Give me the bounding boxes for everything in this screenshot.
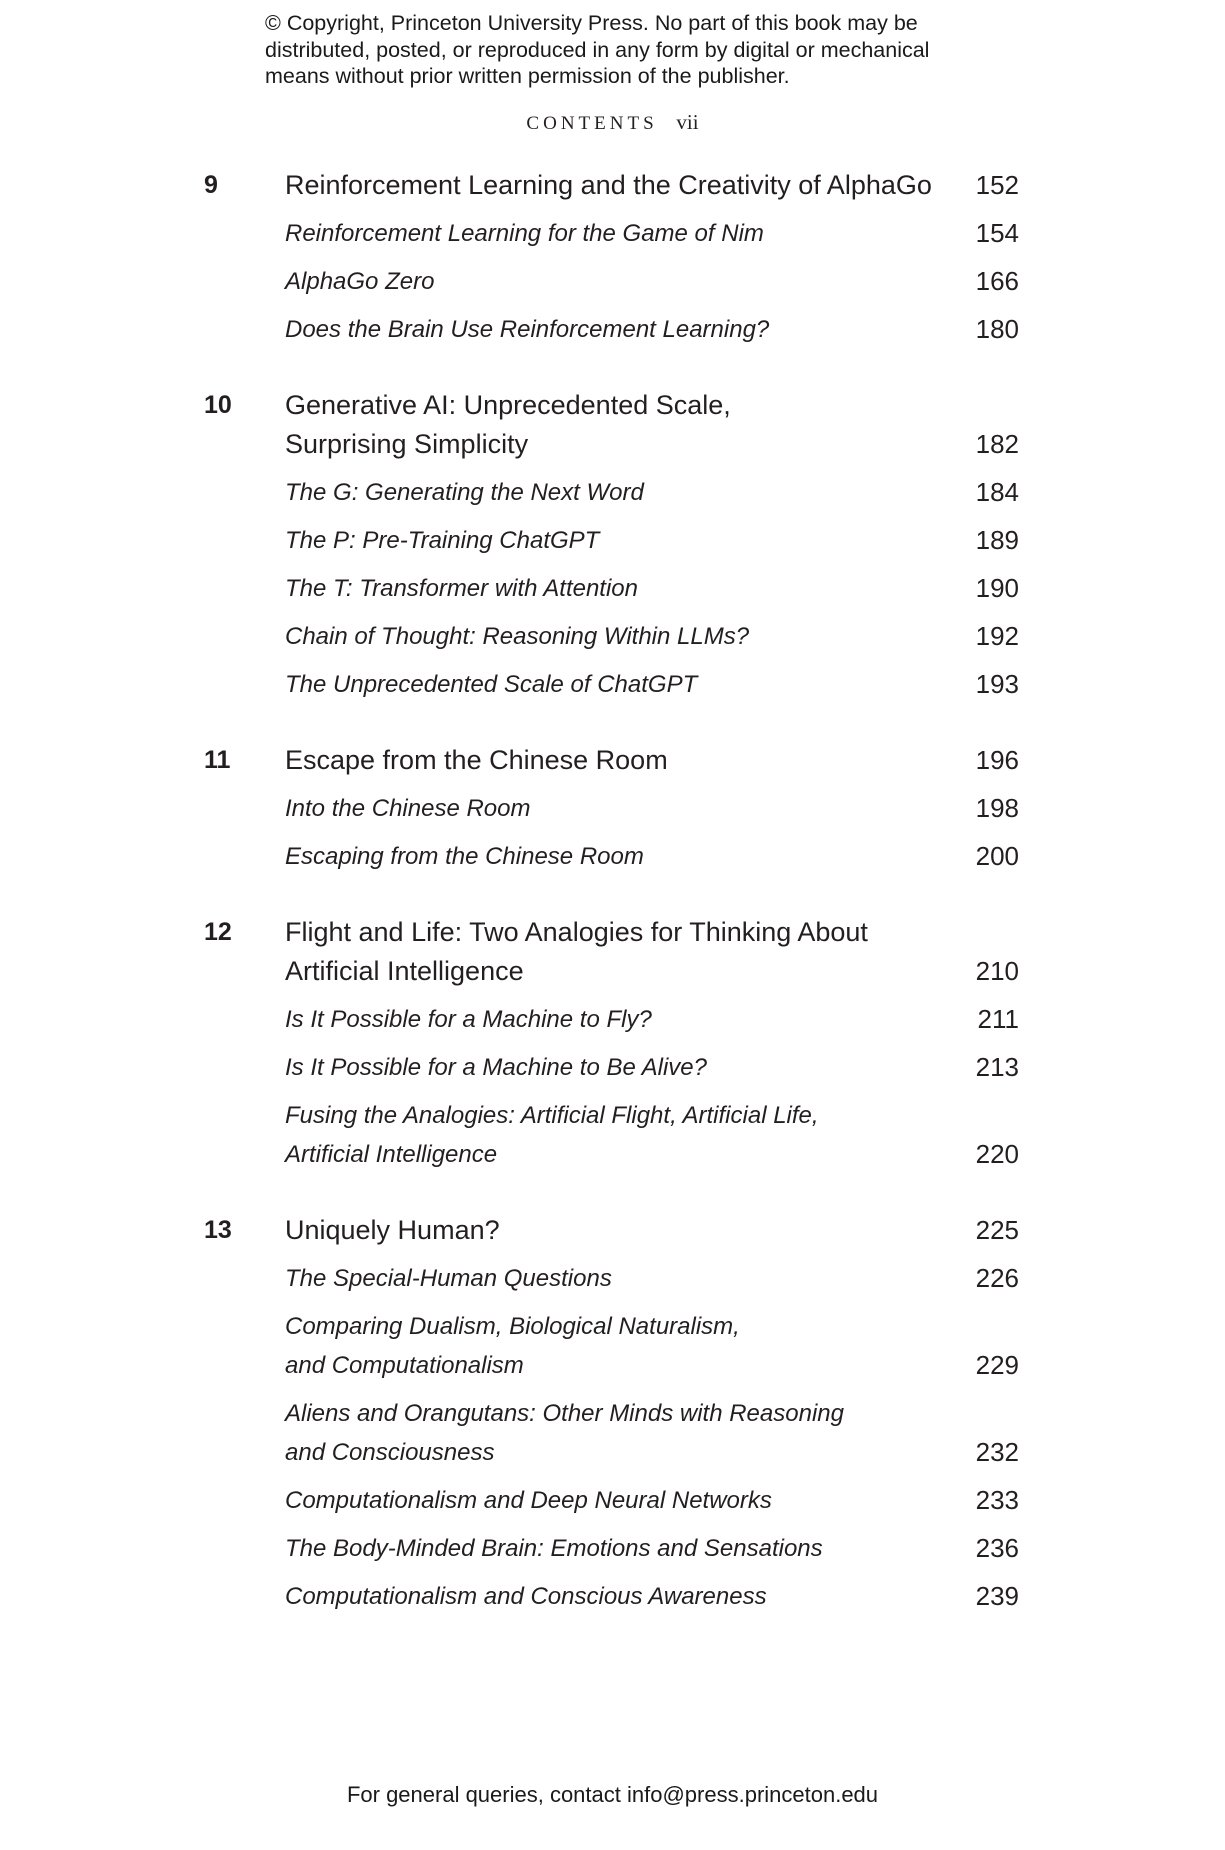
section-title: and Consciousness [285, 1439, 495, 1466]
chapter-number: 12 [204, 918, 232, 946]
section-page-number: 193 [975, 669, 1019, 699]
chapter-title: Uniquely Human? [285, 1215, 500, 1245]
chapter-page-number: 225 [975, 1215, 1019, 1245]
chapter-title: Flight and Life: Two Analogies for Thinking About [285, 917, 868, 947]
section-page-number: 192 [975, 621, 1019, 651]
section-title: Does the Brain Use Reinforcement Learning? [285, 316, 770, 343]
section-title: AlphaGo Zero [285, 268, 435, 295]
section-title: Computationalism and Deep Neural Networks [285, 1487, 772, 1514]
section-title: Aliens and Orangutans: Other Minds with Reasoning [285, 1400, 844, 1427]
chapter-title: Surprising Simplicity [285, 429, 529, 459]
chapter-page-number: 152 [975, 170, 1019, 200]
section-title: Fusing the Analogies: Artificial Flight, Artificial Life, [285, 1102, 819, 1129]
chapter-number: 13 [204, 1216, 232, 1244]
section-page-number: 229 [975, 1350, 1019, 1380]
section-page-number: 220 [975, 1139, 1019, 1169]
section-title: Into the Chinese Room [285, 795, 531, 822]
section-page-number: 213 [975, 1052, 1019, 1082]
copyright-notice: © Copyright, Princeton University Press. No part of this book may be distributed, posted, or reproduced in any form by digital or mechanical means without prior written permission of the publisher. [265, 11, 930, 88]
section-page-number: 166 [975, 266, 1019, 296]
chapter-number: 9 [204, 171, 218, 199]
section-title: The T: Transformer with Attention [285, 575, 639, 602]
chapter-title: Artificial Intelligence [285, 956, 524, 986]
section-page-number: 226 [975, 1263, 1019, 1293]
section-page-number: 180 [975, 314, 1019, 344]
chapter-page-number: 210 [975, 956, 1019, 986]
section-title: Is It Possible for a Machine to Be Alive? [285, 1054, 707, 1081]
section-title: and Computationalism [285, 1352, 524, 1379]
section-page-number: 232 [975, 1437, 1019, 1467]
running-head-label: CONTENTS [526, 113, 658, 134]
chapter-number: 11 [204, 746, 231, 774]
chapter-title: Escape from the Chinese Room [285, 745, 668, 775]
section-title: The Body-Minded Brain: Emotions and Sensations [285, 1535, 823, 1562]
section-title: The P: Pre-Training ChatGPT [285, 527, 600, 554]
section-page-number: 198 [975, 793, 1019, 823]
chapter-title: Generative AI: Unprecedented Scale, [285, 390, 731, 420]
section-title: The G: Generating the Next Word [285, 479, 644, 506]
section-title: Artificial Intelligence [285, 1141, 498, 1168]
running-head [0, 110, 1225, 135]
section-page-number: 184 [975, 477, 1019, 507]
section-page-number: 154 [975, 218, 1019, 248]
section-title: Reinforcement Learning for the Game of Nim [285, 220, 764, 247]
section-page-number: 200 [975, 841, 1019, 871]
chapter-title: Reinforcement Learning and the Creativity of AlphaGo [285, 170, 932, 200]
section-title: Escaping from the Chinese Room [285, 843, 644, 870]
section-page-number: 189 [975, 525, 1019, 555]
page-folio: vii [676, 110, 699, 134]
chapter-page-number: 182 [975, 429, 1019, 459]
section-title: Chain of Thought: Reasoning Within LLMs? [285, 623, 750, 650]
section-title: Comparing Dualism, Biological Naturalism, [285, 1313, 740, 1340]
section-title: Computationalism and Conscious Awareness [285, 1583, 767, 1610]
chapter-number: 10 [204, 391, 232, 419]
section-title: The Special-Human Questions [285, 1265, 612, 1292]
chapter-page-number: 196 [975, 745, 1019, 775]
section-page-number: 239 [975, 1581, 1019, 1611]
section-page-number: 190 [975, 573, 1019, 603]
section-page-number: 233 [975, 1485, 1019, 1515]
footer-contact: For general queries, contact info@press.princeton.edu [346, 1782, 879, 1807]
section-page-number: 211 [977, 1004, 1019, 1034]
section-page-number: 236 [975, 1533, 1019, 1563]
section-title: The Unprecedented Scale of ChatGPT [285, 671, 698, 698]
section-title: Is It Possible for a Machine to Fly? [285, 1006, 652, 1033]
